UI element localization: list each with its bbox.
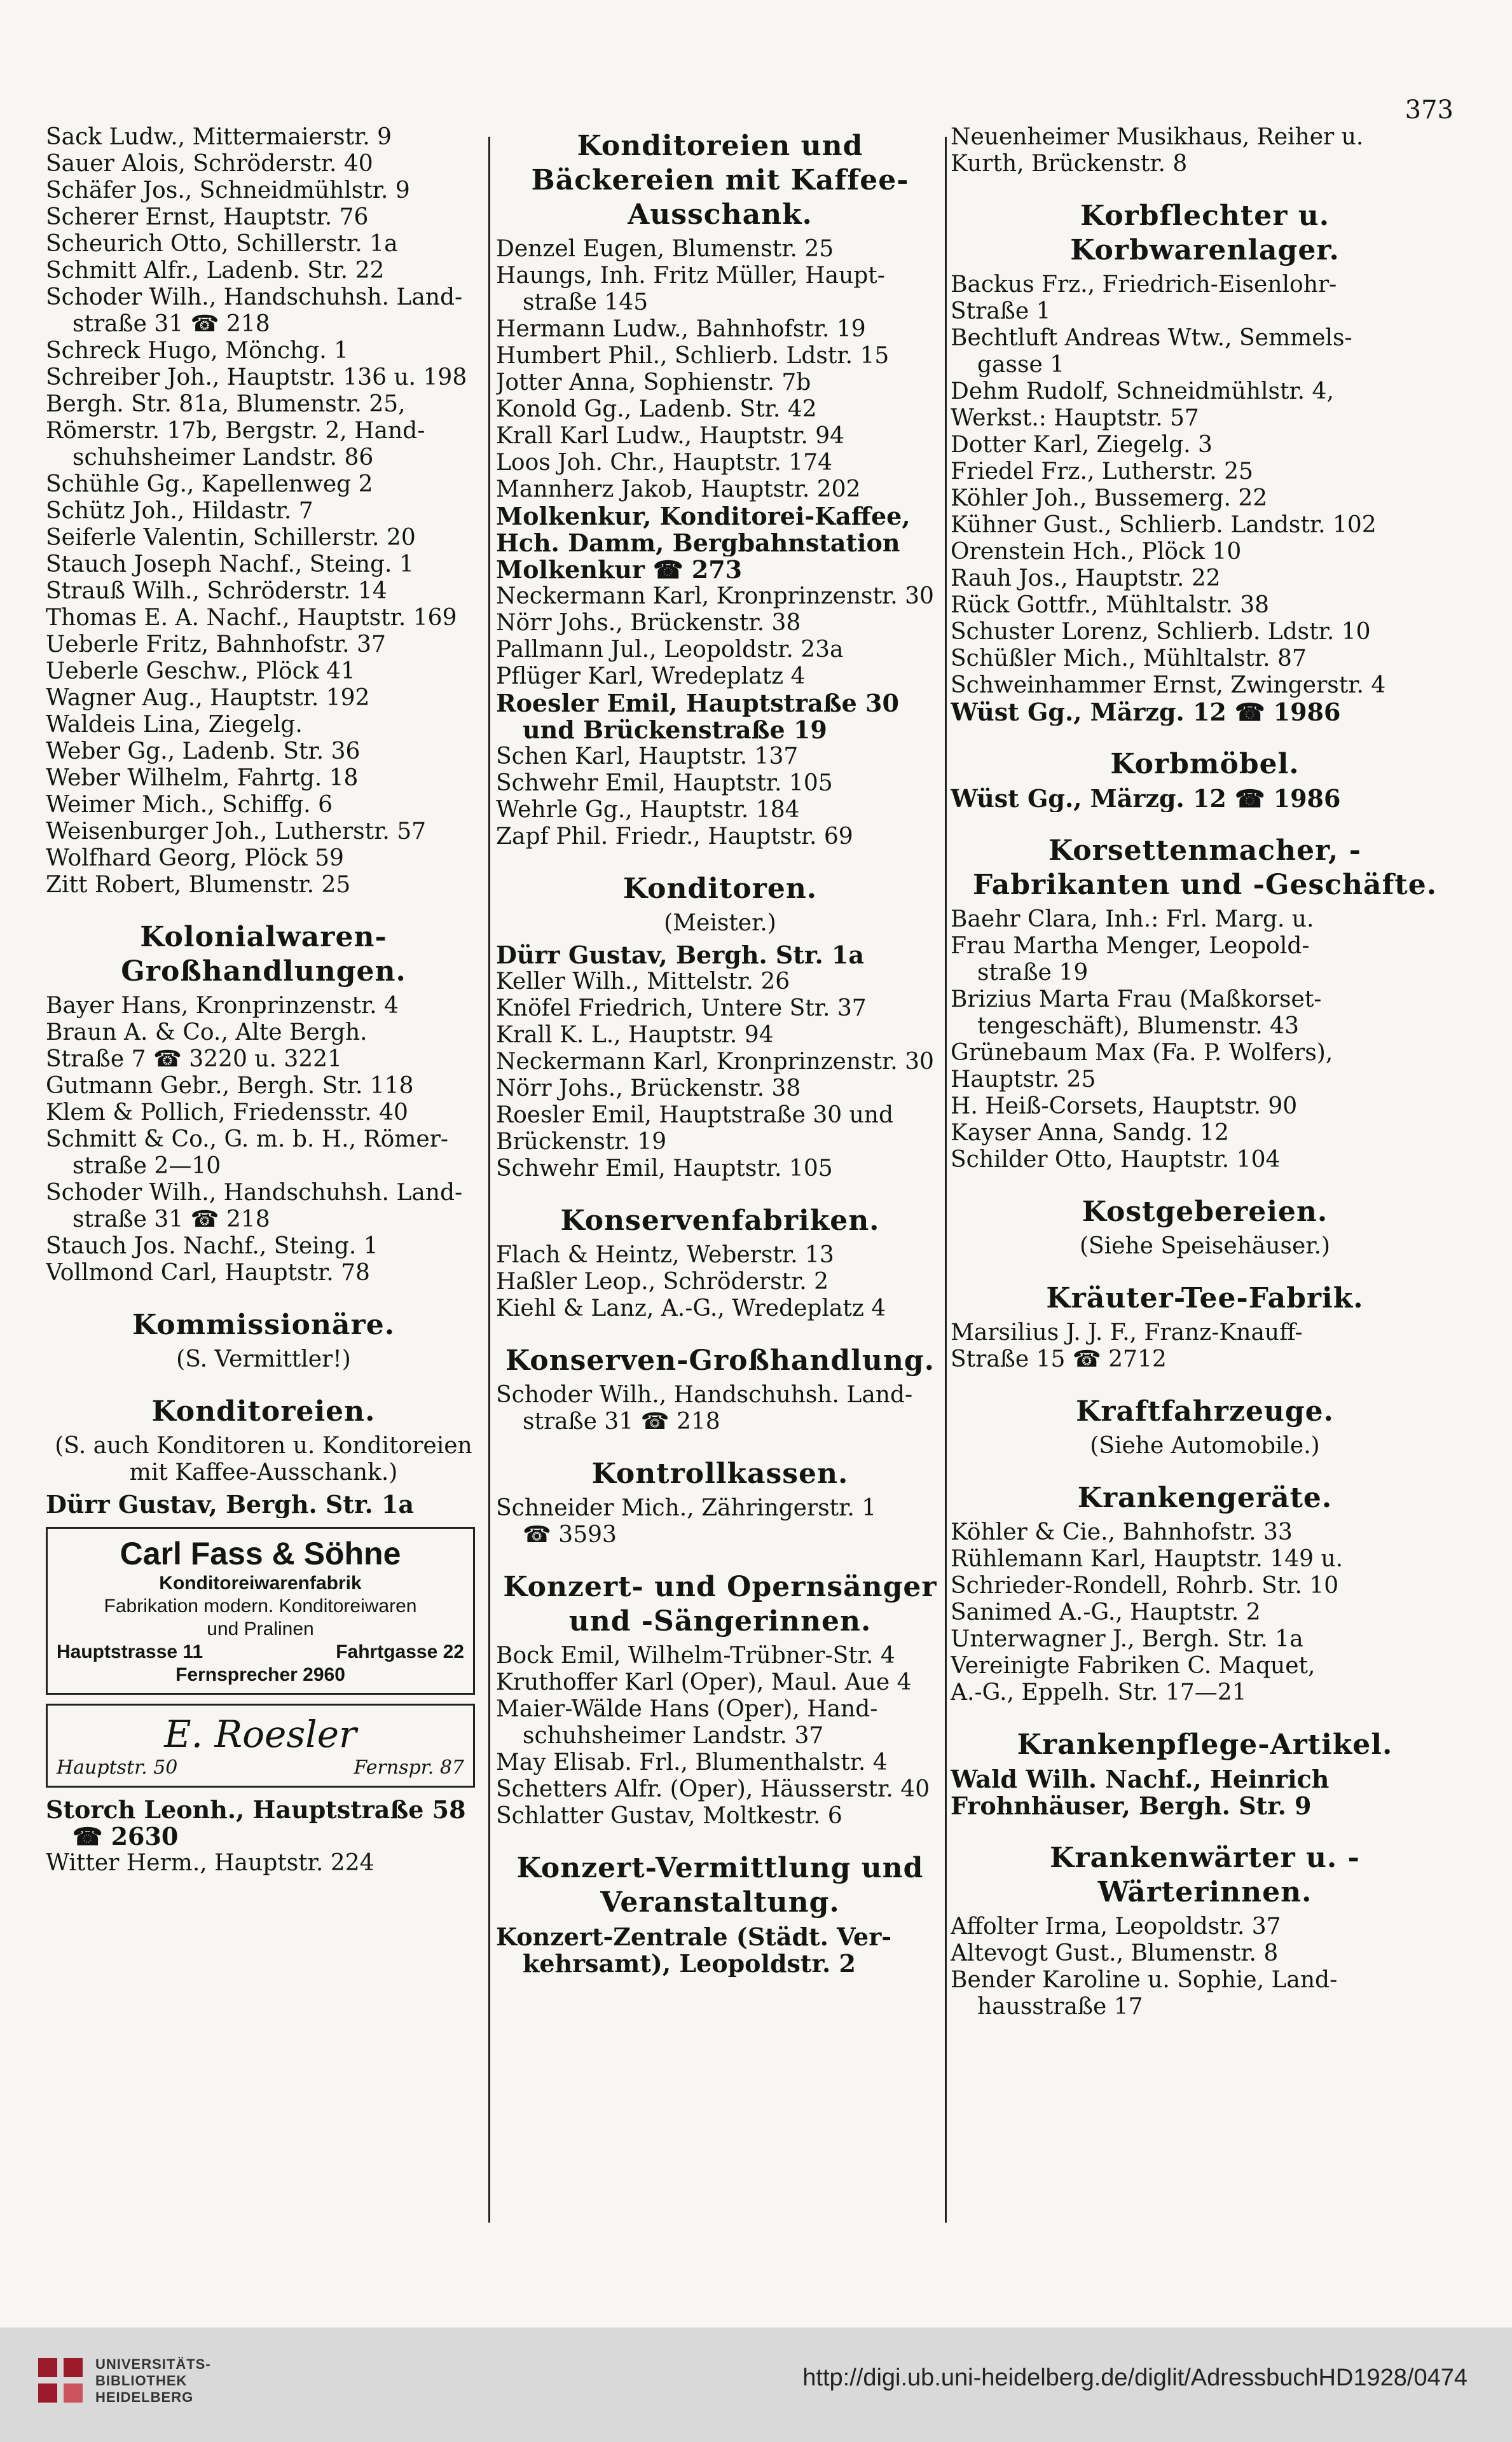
entry-list [951, 1766, 1459, 1819]
directory-entry: Loos Joh. Chr., Hauptstr. 174 [496, 450, 833, 476]
directory-entry: Konzert-Zentrale (Städt. Ver- [496, 1924, 891, 1950]
entry-list [496, 942, 944, 1182]
directory-entry: Affolter Irma, Leopoldstr. 37 [951, 1914, 1281, 1940]
directory-entry: kehrsamt), Leopoldstr. 2 [523, 1950, 856, 1977]
directory-entry: Neckermann Karl, Kronprinzenstr. 30 [496, 1049, 934, 1075]
entry: Dürr Gustav, Bergh. Str. 1a [46, 1491, 414, 1518]
directory-entry: Schen Karl, Hauptstr. 137 [496, 743, 799, 769]
directory-entry: Unterwagner J., Bergh. Str. 1a [951, 1626, 1303, 1652]
directory-entry: Brizius Marta Frau (Maßkorset- [951, 986, 1322, 1012]
directory-entry: Pflüger Karl, Wredeplatz 4 [496, 663, 806, 689]
directory-entry: Wolfhard Georg, Plöck 59 [46, 845, 344, 871]
directory-entry: Rauh Jos., Hauptstr. 22 [951, 565, 1221, 591]
directory-entry: Wehrle Gg., Hauptstr. 184 [496, 797, 800, 823]
directory-entry: Dotter Karl, Ziegelg. 3 [951, 432, 1213, 458]
entry-list [46, 993, 481, 1287]
directory-entry: Wagner Aug., Hauptstr. 192 [46, 685, 370, 711]
section-heading: Konserven-Großhandlung. [505, 1344, 935, 1377]
directory-entry: Stauch Jos. Nachf., Steing. 1 [46, 1233, 378, 1259]
directory-entry: Wüst Gg., Märzg. 12 ☎ 1986 [951, 785, 1341, 812]
entry-list [496, 1495, 944, 1549]
directory-entry: Schreck Hugo, Mönchg. 1 [46, 338, 349, 364]
directory-entry: Köhler Joh., Bussemerg. 22 [951, 485, 1268, 511]
section-heading: Korbflechter u. Korbwarenlager. [1070, 200, 1340, 266]
section-heading: Kolonialwaren-Großhandlungen. [121, 921, 406, 988]
entry-list [951, 1320, 1459, 1373]
directory-entry: Rück Gottfr., Mühltalstr. 38 [951, 592, 1270, 618]
directory-entry: Kruthoffer Karl (Oper), Maul. Aue 4 [496, 1669, 912, 1695]
directory-entry: Zitt Robert, Blumenstr. 25 [46, 872, 351, 898]
section-note: (Siehe Speisehäuser.) [1079, 1233, 1331, 1259]
directory-entry: Kiehl & Lanz, A.-G., Wredeplatz 4 [496, 1295, 886, 1321]
directory-entry: Humbert Phil., Schlierb. Ldstr. 15 [496, 343, 890, 369]
directory-entry: gasse 1 [977, 352, 1065, 378]
directory-entry: Schüßler Mich., Mühltalstr. 87 [951, 645, 1307, 672]
library-logo-icon [38, 2358, 83, 2403]
section-heading: Kontrollkassen. [591, 1458, 849, 1490]
entry-list [496, 236, 944, 850]
directory-entry: Roesler Emil, Hauptstraße 30 und [496, 1102, 893, 1128]
directory-entry: Bergh. Str. 81a, Blumenstr. 25, [46, 391, 406, 417]
directory-entry: Denzel Eugen, Blumenstr. 25 [496, 236, 834, 262]
directory-entry: Schäfer Jos., Schneidmühlstr. 9 [46, 177, 410, 204]
directory-entry: Wüst Gg., Märzg. 12 ☎ 1986 [951, 699, 1341, 726]
section-heading: Krankenpflege-Artikel. [1017, 1728, 1393, 1761]
column-divider [488, 137, 490, 2223]
ad-address: Hauptstr. 50 [57, 1756, 178, 1779]
directory-entry: Bender Karoline u. Sophie, Land- [951, 1967, 1338, 1993]
directory-entry: Schlatter Gustav, Moltkestr. 6 [496, 1803, 842, 1829]
section-heading: Kostgebereien. [1082, 1196, 1328, 1228]
ad-title: Carl Fass & Söhne [120, 1536, 401, 1571]
directory-entry: Schweinhammer Ernst, Zwingerstr. 4 [951, 672, 1386, 698]
directory-entry: ☎ 3593 [523, 1522, 617, 1548]
section-heading: Konditoreien. [151, 1395, 376, 1428]
entry-list [496, 1643, 944, 1830]
directory-entry: Waldeis Lina, Ziegelg. [46, 712, 303, 738]
source-url-link[interactable]: http://digi.ub.uni-heidelberg.de/diglit/AdressbuchHD1928/0474 [802, 2364, 1467, 2391]
directory-entry: Haßler Leop., Schröderstr. 2 [496, 1269, 829, 1295]
directory-entry: straße 145 [523, 289, 649, 315]
directory-entry: Maier-Wälde Hans (Oper), Hand- [496, 1696, 878, 1722]
directory-entry: Wald Wilh. Nachf., Heinrich [951, 1766, 1330, 1793]
directory-entry: Neuenheimer Musikhaus, Reiher u. [951, 124, 1364, 150]
directory-entry: Orenstein Hch., Plöck 10 [951, 539, 1242, 565]
directory-entry: Klem & Pollich, Friedensstr. 40 [46, 1100, 408, 1126]
directory-entry: A.-G., Eppelh. Str. 17—21 [951, 1680, 1247, 1706]
entry-list [951, 1519, 1459, 1706]
directory-entry: Schütz Joh., Hildastr. 7 [46, 498, 313, 524]
directory-entry: schuhsheimer Landstr. 37 [523, 1723, 824, 1749]
page-number: 373 [1405, 95, 1454, 125]
directory-entry: Haungs, Inh. Fritz Müller, Haupt- [496, 263, 885, 289]
directory-entry: Storch Leonh., Hauptstraße 58 [46, 1797, 466, 1823]
directory-entry: Roesler Emil, Hauptstraße 30 [496, 690, 899, 717]
library-name-line: UNIVERSITÄTS- [95, 2356, 211, 2372]
directory-entry: Schmitt Alfr., Ladenb. Str. 22 [46, 258, 385, 284]
directory-entry: Dehm Rudolf, Schneidmühlstr. 4, [951, 378, 1334, 404]
directory-entry: Schmitt & Co., G. m. b. H., Römer- [46, 1126, 449, 1152]
section-heading: Kraftfahrzeuge. [1076, 1395, 1334, 1428]
directory-entry: Weimer Mich., Schiffg. 6 [46, 792, 333, 818]
directory-entry: Friedel Frz., Lutherstr. 25 [951, 459, 1253, 485]
directory-entry: Kayser Anna, Sandg. 12 [951, 1120, 1229, 1146]
directory-entry: Jotter Anna, Sophienstr. 7b [496, 369, 811, 396]
entry-list [951, 272, 1459, 726]
library-name-line: BIBLIOTHEK [95, 2373, 188, 2389]
directory-entry: Hermann Ludw., Bahnhofstr. 19 [496, 316, 866, 342]
ad-line: Konditoreiwarenfabrik [159, 1573, 362, 1594]
directory-entry: Krall Karl Ludw., Hauptstr. 94 [496, 423, 845, 449]
ad-phone: Fernspr. 87 [354, 1756, 464, 1779]
entry-list [496, 1924, 944, 1977]
directory-entry: Schreiber Joh., Hauptstr. 136 u. 198 [46, 364, 467, 390]
directory-entry: Strauß Wilh., Schröderstr. 14 [46, 578, 387, 604]
directory-entry: Bechtluft Andreas Wtw., Semmels- [951, 325, 1352, 351]
directory-entry: schuhsheimer Landstr. 86 [72, 445, 374, 471]
directory-entry: hausstraße 17 [977, 1994, 1143, 2020]
entry-list [46, 1797, 481, 1877]
directory-entry: Witter Herm., Hauptstr. 224 [46, 1850, 375, 1876]
entry-list [496, 1382, 944, 1435]
ad-phone: Fernsprecher 2960 [175, 1664, 345, 1685]
column-left [46, 124, 481, 1877]
entry-list [46, 124, 481, 899]
directory-entry: Kurth, Brückenstr. 8 [951, 151, 1188, 177]
directory-entry: Mannherz Jakob, Hauptstr. 202 [496, 476, 861, 502]
directory-entry: Werkst.: Hauptstr. 57 [951, 405, 1199, 431]
directory-entry: Seiferle Valentin, Schillerstr. 20 [46, 525, 416, 551]
viewer-footer [0, 2328, 1512, 2442]
directory-entry: Flach & Heintz, Weberstr. 13 [496, 1242, 834, 1268]
directory-entry: Schoder Wilh., Handschuhsh. Land- [46, 284, 463, 310]
directory-entry: Bayer Hans, Kronprinzenstr. 4 [46, 993, 399, 1019]
entry-list [951, 1914, 1459, 2020]
directory-entry: Brückenstr. 19 [496, 1129, 667, 1155]
directory-entry: Schrieder-Rondell, Rohrb. Str. 10 [951, 1573, 1339, 1599]
entry-list [951, 124, 1459, 177]
directory-entry: Frau Martha Menger, Leopold- [951, 933, 1310, 959]
directory-entry: Braun A. & Co., Alte Bergh. [46, 1019, 368, 1045]
directory-entry: Schwehr Emil, Hauptstr. 105 [496, 770, 833, 796]
directory-entry: Weisenburger Joh., Lutherstr. 57 [46, 818, 427, 845]
directory-entry: Scheurich Otto, Schillerstr. 1a [46, 231, 398, 257]
directory-entry: Nörr Johs., Brückenstr. 38 [496, 1075, 801, 1101]
section-heading: Korsettenmacher, -Fabrikanten und -Geschäfte. [972, 834, 1438, 901]
directory-entry: Schetters Alfr. (Oper), Häusserstr. 40 [496, 1776, 930, 1802]
section-heading: Konservenfabriken. [560, 1204, 880, 1237]
section-heading: Konzert- und Opernsänger und -Sängerinnen. [503, 1571, 937, 1638]
directory-entry: Sanimed A.-G., Hauptstr. 2 [951, 1599, 1261, 1625]
entry-list [951, 785, 1459, 812]
section-note: (S. auch Konditoren u. Konditoreien mit Kaffee-Ausschank.) [55, 1433, 472, 1486]
directory-entry: Schneider Mich., Zähringerstr. 1 [496, 1495, 877, 1521]
ad-line: Fabrikation modern. Konditoreiwaren [104, 1596, 417, 1617]
directory-entry: Vereinigte Fabriken C. Maquet, [951, 1653, 1316, 1679]
directory-entry: Gutmann Gebr., Bergh. Str. 118 [46, 1073, 414, 1099]
directory-entry: Straße 7 ☎ 3220 u. 3221 [46, 1046, 342, 1072]
column-divider [945, 137, 947, 2223]
library-name-line: HEIDELBERG [95, 2389, 194, 2405]
directory-entry: straße 31 ☎ 218 [523, 1409, 720, 1435]
directory-entry: Sack Ludw., Mittermaierstr. 9 [46, 124, 392, 150]
section-heading: Krankengeräte. [1077, 1482, 1333, 1514]
section-heading: Kräuter-Tee-Fabrik. [1046, 1282, 1364, 1314]
directory-entry: Neckermann Karl, Kronprinzenstr. 30 [496, 583, 934, 609]
directory-entry: Baehr Clara, Inh.: Frl. Marg. u. [951, 906, 1314, 932]
directory-entry: Krall K. L., Hauptstr. 94 [496, 1022, 774, 1048]
directory-entry: Frohnhäuser, Bergh. Str. 9 [951, 1793, 1312, 1819]
directory-entry: straße 31 ☎ 218 [72, 311, 270, 337]
directory-entry: tengeschäft), Blumenstr. 43 [977, 1013, 1299, 1039]
directory-entry: Sauer Alois, Schröderstr. 40 [46, 151, 373, 177]
section-heading: Konzert-Vermittlung und Veranstaltung. [516, 1852, 924, 1919]
directory-entry: Zapf Phil. Friedr., Hauptstr. 69 [496, 824, 853, 850]
entry-list [951, 906, 1459, 1173]
section-heading: Krankenwärter u. -Wärterinnen. [1050, 1842, 1360, 1908]
ad-title: E. Roesler [164, 1713, 357, 1756]
directory-entry: Grünebaum Max (Fa. P. Wolfers), [951, 1040, 1333, 1066]
directory-entry: Straße 1 [951, 298, 1051, 324]
section-heading: Korbmöbel. [1110, 748, 1300, 780]
column-right [951, 124, 1459, 2020]
directory-entry: H. Heiß-Corsets, Hauptstr. 90 [951, 1093, 1298, 1119]
directory-entry: Kühner Gust., Schlierb. Landstr. 102 [951, 512, 1377, 538]
directory-entry: Schuster Lorenz, Schlierb. Ldstr. 10 [951, 619, 1371, 645]
directory-entry: Altevogt Gust., Blumenstr. 8 [951, 1940, 1279, 1966]
directory-entry: Nörr Johs., Brückenstr. 38 [496, 610, 801, 636]
directory-entry: Römerstr. 17b, Bergstr. 2, Hand- [46, 418, 425, 444]
directory-entry: Schühle Gg., Kapellenweg 2 [46, 471, 373, 497]
section-note: (Meister.) [664, 910, 776, 936]
directory-entry: Bock Emil, Wilhelm-Trübner-Str. 4 [496, 1643, 895, 1669]
directory-entry: May Elisab. Frl., Blumenthalstr. 4 [496, 1749, 888, 1776]
directory-entry: Thomas E. A. Nachf., Hauptstr. 169 [46, 605, 457, 631]
section-heading: Konditoren. [622, 873, 818, 905]
directory-entry: Schilder Otto, Hauptstr. 104 [951, 1147, 1281, 1173]
section-heading: Konditoreien und Bäckereien mit Kaffee-Ausschank. [531, 130, 909, 231]
directory-entry: Knöfel Friedrich, Untere Str. 37 [496, 995, 867, 1021]
column-middle [496, 124, 944, 1977]
directory-entry: Schoder Wilh., Handschuhsh. Land- [46, 1180, 463, 1206]
directory-entry: Hauptstr. 25 [951, 1066, 1096, 1093]
directory-entry: Dürr Gustav, Bergh. Str. 1a [496, 942, 864, 969]
section-heading: Kommissionäre. [132, 1309, 395, 1341]
directory-entry: Scherer Ernst, Hauptstr. 76 [46, 204, 369, 230]
section-note: (S. Vermittler!) [176, 1346, 351, 1372]
directory-entry: Konold Gg., Ladenb. Str. 42 [496, 396, 817, 422]
advertisement-fass [46, 1527, 475, 1695]
library-name [95, 2356, 211, 2406]
directory-entry: Weber Wilhelm, Fahrtg. 18 [46, 765, 359, 791]
directory-entry: Molkenkur ☎ 273 [496, 556, 743, 583]
directory-entry: Schoder Wilh., Handschuhsh. Land- [496, 1382, 913, 1408]
directory-entry: Köhler & Cie., Bahnhofstr. 33 [951, 1519, 1293, 1545]
directory-entry: Stauch Joseph Nachf., Steing. 1 [46, 551, 414, 577]
directory-entry: Marsilius J. J. F., Franz-Knauff- [951, 1320, 1303, 1346]
directory-entry: und Brückenstraße 19 [523, 717, 827, 743]
directory-entry: Ueberle Fritz, Bahnhofstr. 37 [46, 631, 386, 658]
directory-entry: straße 19 [977, 960, 1089, 986]
advertisement-roesler [46, 1704, 475, 1788]
directory-entry: Schwehr Emil, Hauptstr. 105 [496, 1155, 833, 1182]
section-note: (Siehe Automobile.) [1090, 1433, 1320, 1459]
directory-entry: Backus Frz., Friedrich-Eisenlohr- [951, 272, 1337, 298]
directory-entry: Rühlemann Karl, Hauptstr. 149 u. [951, 1546, 1344, 1572]
directory-entry: Hch. Damm, Bergbahnstation [496, 530, 900, 556]
directory-entry: straße 2—10 [72, 1153, 221, 1179]
directory-entry: Weber Gg., Ladenb. Str. 36 [46, 738, 361, 764]
ad-address: Hauptstrasse 11 [57, 1641, 203, 1662]
directory-entry: Keller Wilh., Mittelstr. 26 [496, 969, 790, 995]
directory-entry: straße 31 ☎ 218 [72, 1206, 270, 1232]
ad-address: Fahrtgasse 22 [336, 1641, 464, 1662]
directory-entry: Molkenkur, Konditorei-Kaffee, [496, 503, 911, 530]
entry-list [496, 1242, 944, 1322]
directory-entry: Pallmann Jul., Leopoldstr. 23a [496, 637, 844, 663]
directory-entry: Ueberle Geschw., Plöck 41 [46, 658, 355, 684]
ad-line: und Pralinen [207, 1618, 314, 1639]
directory-entry: ☎ 2630 [72, 1823, 179, 1850]
directory-entry: Vollmond Carl, Hauptstr. 78 [46, 1260, 370, 1286]
directory-entry: Straße 15 ☎ 2712 [951, 1346, 1167, 1372]
